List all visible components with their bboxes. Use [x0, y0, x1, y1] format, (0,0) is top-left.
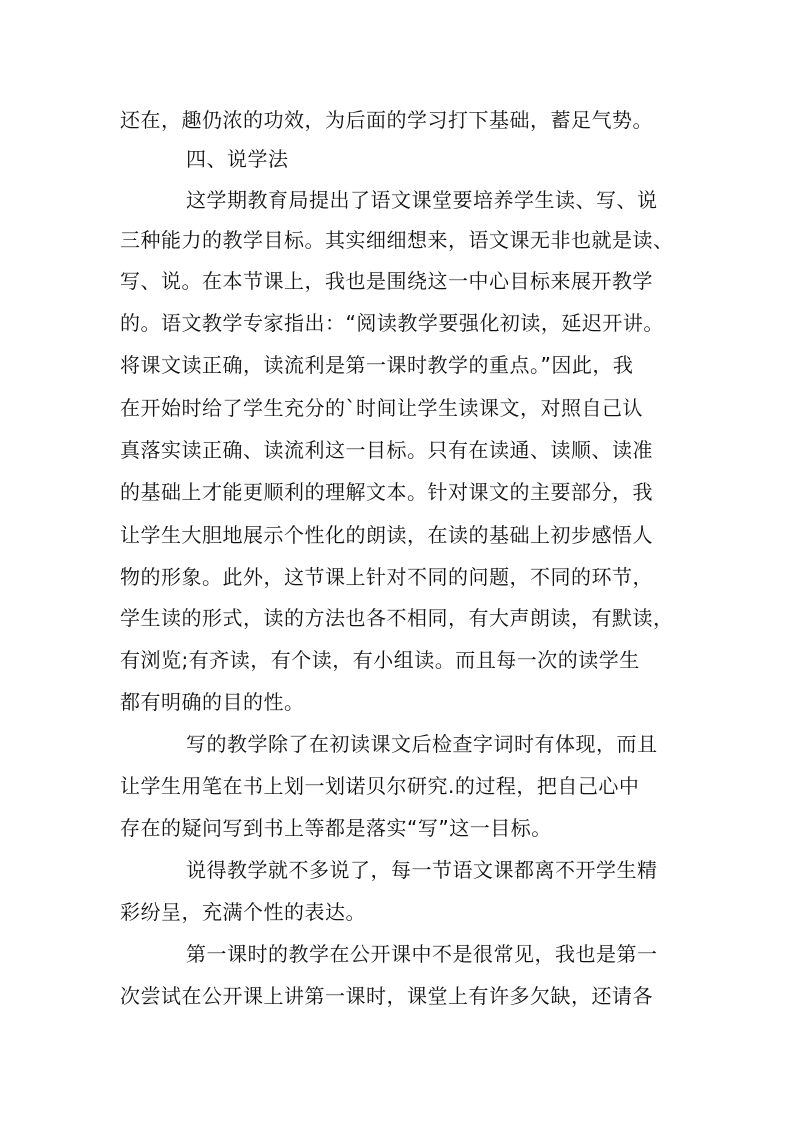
text-line: 彩纷呈，充满个性的表达。 — [120, 900, 366, 924]
text-line: 三种能力的教学目标。其实细细想来，语文课无非也就是读、 — [120, 228, 674, 252]
text-line: 还在，趣仍浓的功效，为后面的学习打下基础，蓄足气势。 — [120, 108, 653, 132]
section-heading: 四、说学法 — [186, 147, 289, 171]
text-line: 这学期教育局提出了语文课堂要培养学生读、写、说 — [186, 188, 658, 212]
text-line: 学生读的形式，读的方法也各不相同，有大声朗读，有默读， — [120, 606, 674, 630]
text-line: 写的教学除了在初读课文后检查字词时有体现，而且 — [186, 732, 658, 756]
text-line: 都有明确的目的性。 — [120, 690, 305, 714]
text-line: 让学生大胆地展示个性化的朗读，在读的基础上初步感悟人 — [120, 523, 653, 547]
text-line: 写、说。在本节课上，我也是围绕这一中心目标来展开教学 — [120, 269, 653, 293]
text-line: 的。语文教学专家指出：“阅读教学要强化初读，延迟开讲。 — [120, 311, 664, 335]
text-line: 将课文读正确，读流利是第一课时教学的重点。”因此，我 — [120, 353, 634, 377]
text-line: 存在的疑问写到书上等都是落实“写”这一目标。 — [120, 816, 552, 840]
text-line: 的基础上才能更顺利的理解文本。针对课文的主要部分，我 — [120, 480, 653, 504]
text-line: 有浏览;有齐读，有个读，有小组读。而且每一次的读学生 — [120, 648, 640, 672]
text-line: 说得教学就不多说了，每一节语文课都离不开学生精 — [186, 858, 658, 882]
text-line: 在开始时给了学生充分的`时间让学生读课文，对照自己认 — [120, 396, 643, 420]
text-line: 物的形象。此外，这节课上针对不同的问题，不同的环节， — [120, 565, 653, 589]
text-line: 真落实读正确、读流利这一目标。只有在读通、读顺、读准 — [120, 438, 653, 462]
text-line: 第一课时的教学在公开课中不是很常见，我也是第一 — [186, 942, 658, 966]
text-line: 让学生用笔在书上划一划诺贝尔研究.的过程，把自己心中 — [120, 774, 640, 798]
text-line: 次尝试在公开课上讲第一课时，课堂上有许多欠缺，还请各 — [120, 984, 653, 1008]
